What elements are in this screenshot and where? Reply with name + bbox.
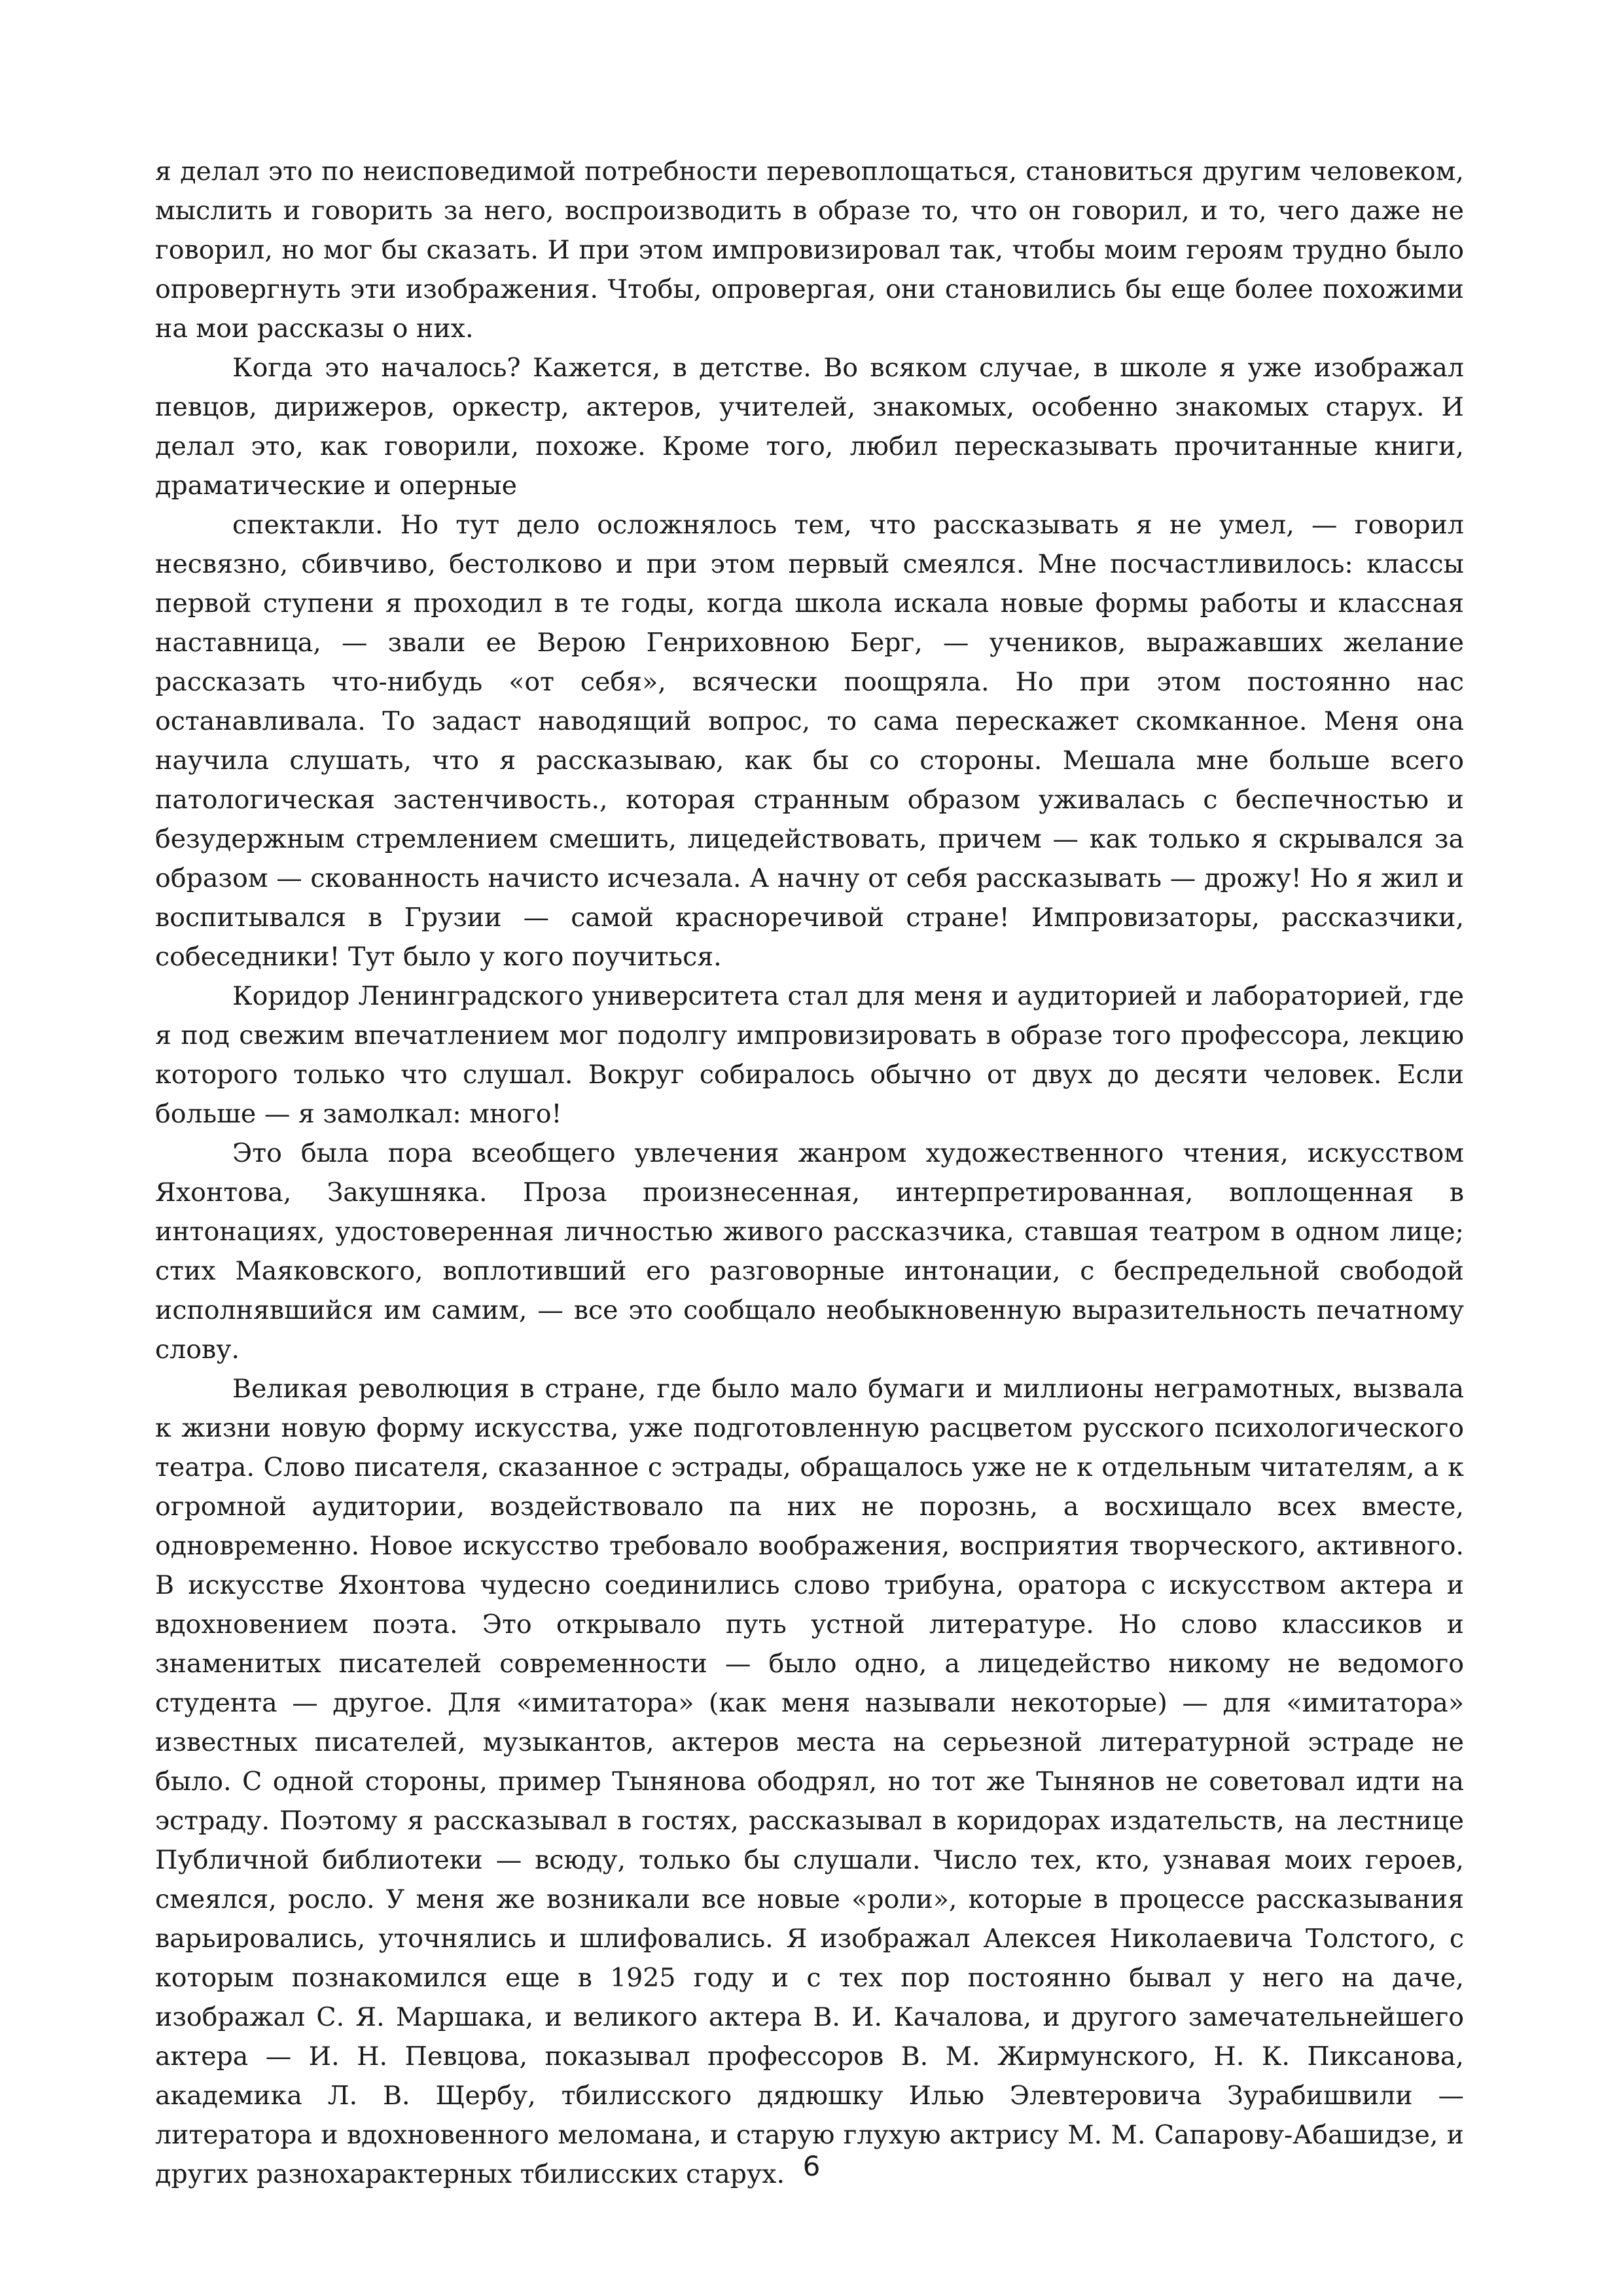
paragraph: Когда это началось? Кажется, в детстве. Во всяком случае, в школе я уже изображал певцов, дирижеров, оркестр, актеров, учителей, знакомых, особенно знакомых старух. И делал это, как говорили, похоже. Кроме того, любил пересказывать прочитанные книги, драматические и оперные [155, 353, 1464, 501]
body-text [155, 152, 1464, 2194]
paragraph: я делал это по неисповедимой потребности перевоплощаться, становиться другим человеком, мыслить и говорить за него, воспроизводить в образе то, что он говорил, и то, чего даже не говорил, но мог бы сказать. И при этом импровизировал так, чтобы моим героям трудно было опровергнуть эти изображения. Чтобы, опровергая, они становились бы еще более похожими на мои рассказы о них. [155, 156, 1464, 344]
paragraph: Коридор Ленинградского университета стал для меня и аудиторией и лабораторией, где я под свежим впечатлением мог подолгу импровизировать в образе того профессора, лекцию которого только что слушал. Вокруг собиралось обычно от двух до десяти человек. Если больше — я замолкал: много! [155, 981, 1464, 1129]
paragraph: Это была пора всеобщего увлечения жанром художественного чтения, искусством Яхонтова, Закушняка. Проза произнесенная, интерпретированная, воплощенная в интонациях, удостоверенная личностью живого рассказчика, ставшая театром в одном лице; стих Маяковского, воплотивший его разговорные интонации, с беспредельной свободой исполнявшийся им самим, — все это сообщало необыкновенную выразительность печатному слову. [155, 1138, 1464, 1365]
page-number: 6 [802, 2150, 821, 2182]
paragraph: Великая революция в стране, где было мало бумаги и миллионы неграмотных, вызвала к жизни новую форму искусства, уже подготовленную расцветом русского психологического театра. Слово писателя, сказанное с эстрады, обращалось уже не к отдельным читателям, а к огромной аудитории, воздействовало па них не порознь, а восхищало всех вместе, одновременно. Новое искусство требовало воображения, восприятия творческого, активного. В искусстве Яхонтова чудесно соединились слово трибуна, оратора с искусством актера и вдохновением поэта. Это открывало путь устной литературе. Но слово классиков и знаменитых писателей современности — было одно, а лицедейство никому не ведомого студента — другое. Для «имитатора» (как меня называли некоторые) — для «имитатора» известных писателей, музыкантов, актеров места на серьезной литературной эстраде не было. С одной стороны, пример Тынянова ободрял, но тот же Тынянов не советовал идти на эстраду. Поэтому я рассказывал в гостях, рассказывал в коридорах издательств, на лестнице Публичной библиотеки — всюду, только бы слушали. Число тех, кто, узнавая моих героев, смеялся, росло. У меня же возникали все новые «роли», которые в процессе рассказывания варьировались, уточнялись и шлифовались. Я изображал Алексея Николаевича Толстого, с которым познакомился еще в 1925 году и с тех пор постоянно бывал у него на даче, изображал С. Я. Маршака, и великого актера В. И. Качалова, и другого замечательнейшего актера — И. Н. Певцова, показывал профессоров В. М. Жирмунского, Н. К. Пиксанова, академика Л. В. Щербу, тбилисского дядюшку Илью Элевтеровича Зурабишвили — литератора и вдохновенного меломана, и старую глухую актрису М. М. Сапарову-Абашидзе, и других разнохарактерных тбилисских старух. [155, 1374, 1464, 2189]
paragraph: спектакли. Но тут дело осложнялось тем, что рассказывать я не умел, — говорил несвязно, сбивчиво, бестолково и при этом первый смеялся. Мне посчастливилось: классы первой ступени я проходил в те годы, когда школа искала новые формы работы и классная наставница, — звали ее Верою Генриховною Берг, — учеников, выражавших желание рассказать что-нибудь «от себя», всячески поощряла. Но при этом постоянно нас останавливала. То задаст наводящий вопрос, то сама перескажет скомканное. Меня она научила слушать, что я рассказываю, как бы со стороны. Мешала мне больше всего патологическая застенчивость., которая странным образом уживалась с беспечностью и безудержным стремлением смешить, лицедействовать, причем — как только я скрывался за образом — скованность начисто исчезала. А начну от себя рассказывать — дрожу! Но я жил и воспитывался в Грузии — самой красноречивой стране! Импровизаторы, рассказчики, собеседники! Тут было у кого поучиться. [155, 510, 1464, 972]
